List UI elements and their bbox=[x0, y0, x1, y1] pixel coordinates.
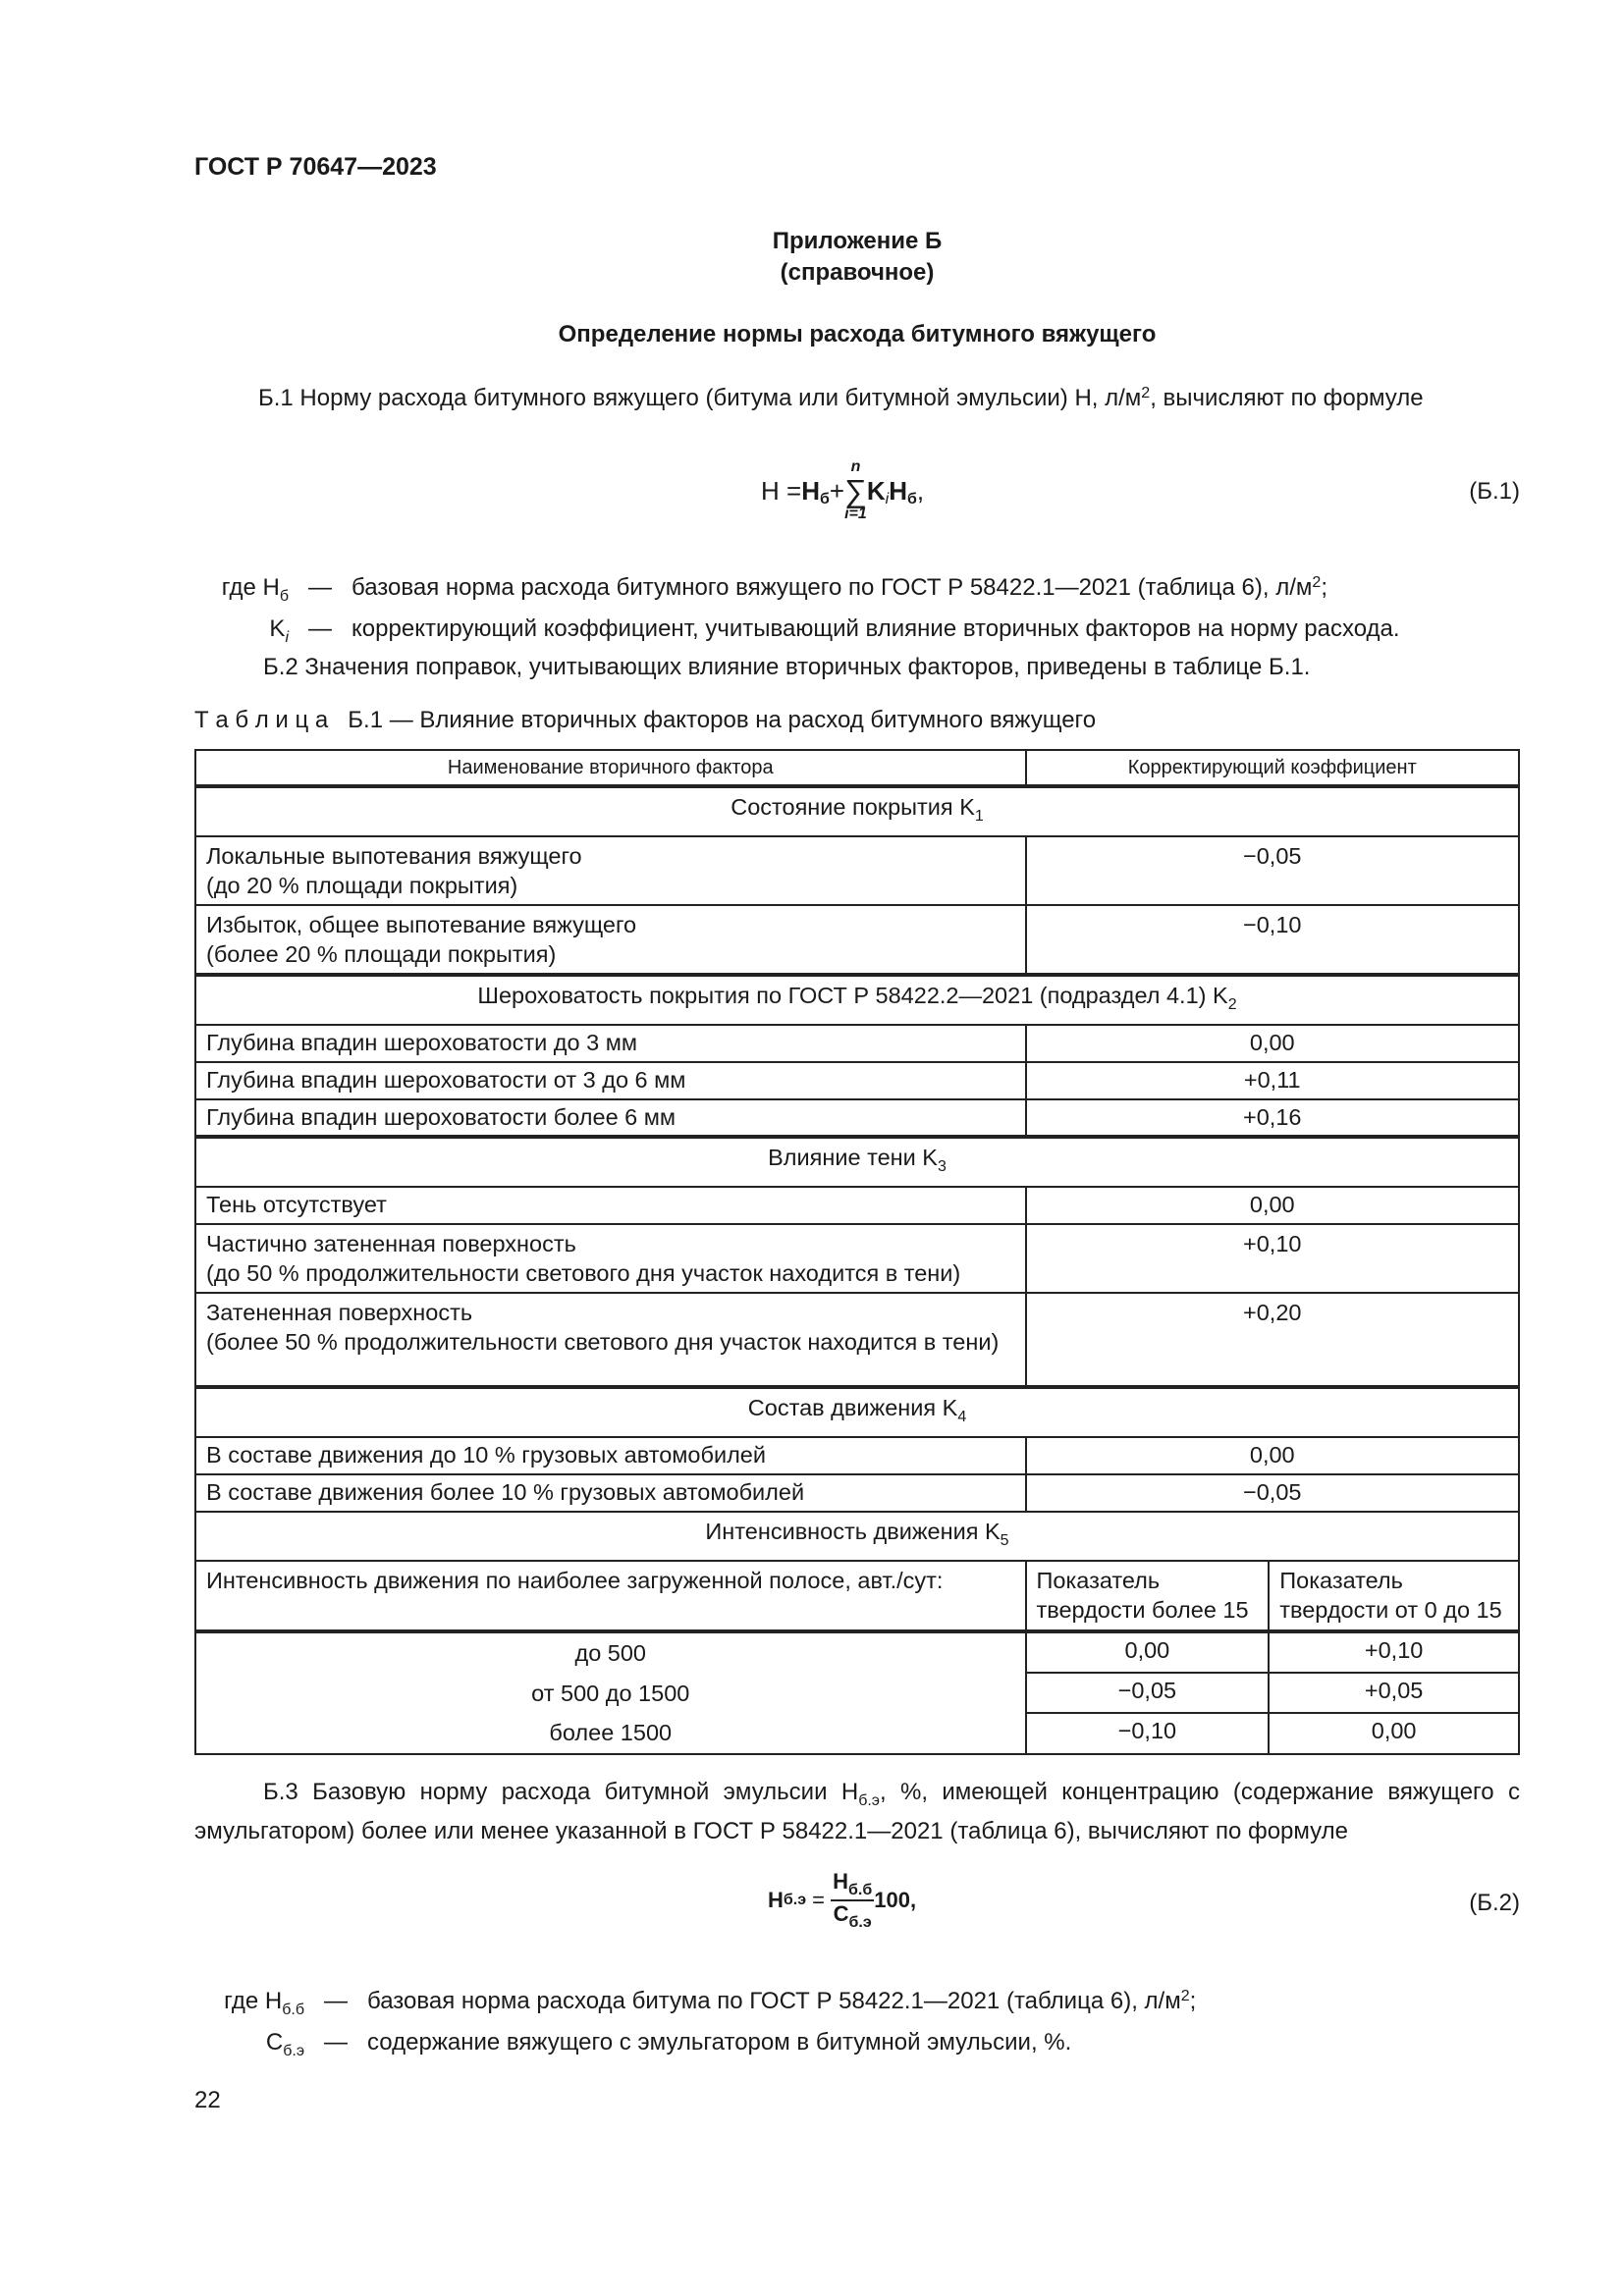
factor-name: В составе движения до 10 % грузовых автомобилей bbox=[195, 1437, 1026, 1474]
factor-name: Глубина впадин шероховатости до 3 мм bbox=[195, 1025, 1026, 1062]
formula-part: б.э bbox=[848, 1914, 872, 1931]
column-header: Наименование вторичного фактора bbox=[195, 750, 1026, 786]
factor-name: Локальные выпотевания вяжущего (до 20 % площади покрытия) bbox=[195, 836, 1026, 905]
formula-part: б.э bbox=[783, 1892, 807, 1908]
factor-name: Глубина впадин шероховатости от 3 до 6 мм bbox=[195, 1062, 1026, 1099]
text: ; bbox=[1321, 574, 1327, 601]
coefficient-value: −0,10 bbox=[1026, 905, 1520, 975]
coefficient-value: 0,00 bbox=[1026, 1025, 1520, 1062]
page-number: 22 bbox=[194, 2087, 221, 2113]
row-label: до 500 bbox=[574, 1640, 647, 1666]
factor-name: В составе движения более 10 % грузовых автомобилей bbox=[195, 1474, 1026, 1512]
fraction bbox=[831, 1869, 874, 1932]
cell-value: 0,00 bbox=[1269, 1713, 1519, 1754]
formula-part: ∑ bbox=[844, 473, 867, 508]
subscript: 5 bbox=[1000, 1532, 1009, 1549]
paragraph-b2: Б.2 Значения поправок, учитывающих влияние вторичных факторов, приведены в таблице Б.1. bbox=[263, 654, 1311, 680]
cell-value: −0,05 bbox=[1026, 1673, 1270, 1714]
coefficient-value: +0,10 bbox=[1026, 1224, 1520, 1293]
formula-part: С bbox=[833, 1901, 849, 1926]
paragraph-b3 bbox=[194, 1777, 1520, 1846]
subscript: б.э bbox=[858, 1792, 880, 1809]
cell-value: +0,05 bbox=[1269, 1673, 1519, 1714]
group-title-cell bbox=[195, 1387, 1519, 1437]
sum-symbol bbox=[844, 459, 867, 522]
formula-b2 bbox=[768, 1865, 916, 1936]
equation-number: (Б.1) bbox=[1469, 478, 1520, 505]
intensity-labels bbox=[195, 1631, 1026, 1754]
caption-label: Т а б л и ц а Б.1 bbox=[194, 707, 384, 733]
group-title: Интенсивность движения K bbox=[705, 1519, 1001, 1544]
text: базовая норма расхода битумного вяжущего по ГОСТ Р 58422.1—2021 (таблица 6), л/м bbox=[352, 574, 1313, 601]
group-title: Влияние тени K bbox=[768, 1145, 938, 1170]
cell-value: −0,10 bbox=[1026, 1713, 1270, 1754]
subscript: 3 bbox=[937, 1158, 947, 1175]
dash: — bbox=[324, 2029, 349, 2056]
factor-name: Тень отсутствует bbox=[195, 1187, 1026, 1224]
formula-part: , bbox=[916, 475, 925, 506]
factor-name: Частично затененная поверхность (до 50 % продолжительности светового дня участок находится в тени) bbox=[195, 1224, 1026, 1293]
subscript: б bbox=[279, 588, 289, 605]
coefficient-value: −0,05 bbox=[1026, 1474, 1520, 1512]
text: где bbox=[221, 574, 263, 601]
table-row bbox=[195, 1631, 1519, 1673]
subscript: б.б bbox=[282, 2002, 304, 2018]
table-row bbox=[195, 1474, 1519, 1512]
coefficient-value: +0,20 bbox=[1026, 1293, 1520, 1387]
appendix-heading: Определение нормы расхода битумного вяжущего bbox=[558, 321, 1157, 347]
column-header: Показатель твердости от 0 до 15 bbox=[1269, 1561, 1519, 1631]
definition-item bbox=[194, 2028, 1071, 2066]
formula-part: i bbox=[885, 490, 890, 507]
coefficient-value: −0,05 bbox=[1026, 836, 1520, 905]
table-row bbox=[195, 1187, 1519, 1224]
table-row bbox=[195, 1025, 1519, 1062]
column-header: Показатель твердости более 15 bbox=[1026, 1561, 1270, 1631]
document-id: ГОСТ Р 70647—2023 bbox=[194, 153, 437, 181]
symbol: Н bbox=[262, 574, 280, 601]
equation-number: (Б.2) bbox=[1469, 1890, 1520, 1916]
group-title-row bbox=[195, 1387, 1519, 1437]
table-row bbox=[195, 905, 1519, 975]
superscript: 2 bbox=[1312, 574, 1322, 591]
group-title-row bbox=[195, 1512, 1519, 1561]
formula-part: i=1 bbox=[844, 506, 867, 522]
formula-part: n bbox=[850, 458, 861, 475]
table-caption bbox=[194, 707, 1096, 734]
text: , вычисляют по формуле bbox=[1150, 385, 1424, 411]
factor-name: Избыток, общее выпотевание вяжущего (более 20 % площади покрытия) bbox=[195, 905, 1026, 975]
subscript: 1 bbox=[974, 808, 984, 825]
row-label: Интенсивность движения по наиболее загруженной полосе, авт./сут: bbox=[195, 1561, 1026, 1631]
group-title: Состояние покрытия K bbox=[731, 794, 975, 820]
text: Б.1 Норму расхода битумного вяжущего (битума или битумной эмульсии) Н, л/м bbox=[258, 385, 1142, 411]
formula-part: б bbox=[906, 490, 917, 507]
formula-part: + bbox=[829, 475, 845, 506]
table-row bbox=[195, 836, 1519, 905]
group-title-cell bbox=[195, 975, 1519, 1025]
group-title-row bbox=[195, 975, 1519, 1025]
caption-text: — Влияние вторичных факторов на расход битумного вяжущего bbox=[383, 707, 1097, 733]
text: Б.3 Базовую норму расхода битумной эмульсии Н bbox=[263, 1779, 859, 1805]
formula-part: 100, bbox=[874, 1888, 917, 1912]
table-row bbox=[195, 1062, 1519, 1099]
text: содержание вяжущего с эмульгатором в битумной эмульсии, %. bbox=[367, 2029, 1072, 2056]
coefficient-value: 0,00 bbox=[1026, 1187, 1520, 1224]
k5-header-row bbox=[195, 1561, 1519, 1631]
dash: — bbox=[308, 615, 333, 642]
formula-part: б.б bbox=[848, 1882, 873, 1898]
definition-item bbox=[194, 614, 1400, 653]
formula-part: K bbox=[866, 475, 886, 506]
group-title: Шероховатость покрытия по ГОСТ Р 58422.2—2021 (подраздел 4.1) K bbox=[477, 983, 1228, 1008]
group-title: Состав движения K bbox=[747, 1395, 958, 1420]
subscript: 4 bbox=[957, 1409, 967, 1425]
group-title-cell bbox=[195, 786, 1519, 836]
text: корректирующий коэффициент, учитывающий влияние вторичных факторов на норму расхода. bbox=[352, 615, 1400, 642]
dash: — bbox=[308, 574, 333, 601]
table-header-row bbox=[195, 750, 1519, 786]
row-label: от 500 до 1500 bbox=[531, 1680, 690, 1706]
text: ; bbox=[1189, 1988, 1197, 2014]
definition-item bbox=[194, 1987, 1196, 2025]
formula-part: Н bbox=[889, 475, 907, 506]
formula-part: Н bbox=[801, 475, 820, 506]
cell-value: 0,00 bbox=[1026, 1631, 1270, 1673]
subscript: 2 bbox=[1227, 996, 1237, 1013]
cell-value: +0,10 bbox=[1269, 1631, 1519, 1673]
superscript: 2 bbox=[1180, 1988, 1190, 2004]
group-title-cell bbox=[195, 1137, 1519, 1187]
formula-part: Н bbox=[768, 1888, 784, 1912]
symbol: K bbox=[269, 615, 286, 642]
group-title-row bbox=[195, 786, 1519, 836]
dash: — bbox=[324, 1988, 349, 2014]
row-label: более 1500 bbox=[549, 1720, 673, 1745]
text: где bbox=[224, 1988, 265, 2014]
formula-part: Н bbox=[833, 1869, 849, 1894]
symbol: Н bbox=[264, 1988, 283, 2014]
formula-part: = bbox=[806, 1888, 832, 1912]
subscript: i bbox=[285, 629, 289, 646]
formula-b1 bbox=[761, 447, 924, 535]
table-row bbox=[195, 1293, 1519, 1387]
appendix-title: Приложение Б bbox=[772, 228, 943, 254]
coefficient-value: 0,00 bbox=[1026, 1437, 1520, 1474]
table-row bbox=[195, 1224, 1519, 1293]
text: , %, имеющей концентрацию (содержание вяжущего с эмульгатором) более или менее указанной в ГОСТ Р 58422.1—2021 (таблица 6), вычисляют по формуле bbox=[194, 1779, 1520, 1844]
coefficient-value: +0,16 bbox=[1026, 1099, 1520, 1137]
coefficient-value: +0,11 bbox=[1026, 1062, 1520, 1099]
symbol: С bbox=[265, 2029, 284, 2056]
group-title-row bbox=[195, 1137, 1519, 1187]
factors-table bbox=[194, 749, 1520, 1755]
definition-item bbox=[194, 573, 1327, 612]
paragraph-b1 bbox=[194, 383, 1520, 413]
table-row bbox=[195, 1437, 1519, 1474]
text: базовая норма расхода битума по ГОСТ Р 58422.1—2021 (таблица 6), л/м bbox=[367, 1988, 1181, 2014]
table-row bbox=[195, 1099, 1519, 1137]
formula-part: б bbox=[819, 490, 830, 507]
factor-name: Затененная поверхность (более 50 % продолжительности светового дня участок находится в тени) bbox=[195, 1293, 1026, 1387]
factor-name: Глубина впадин шероховатости более 6 мм bbox=[195, 1099, 1026, 1137]
superscript: 2 bbox=[1141, 385, 1151, 401]
formula-part: Н = bbox=[761, 475, 802, 506]
column-header: Корректирующий коэффициент bbox=[1026, 750, 1520, 786]
subscript: б.э bbox=[283, 2043, 304, 2059]
appendix-type: (справочное) bbox=[780, 259, 935, 286]
